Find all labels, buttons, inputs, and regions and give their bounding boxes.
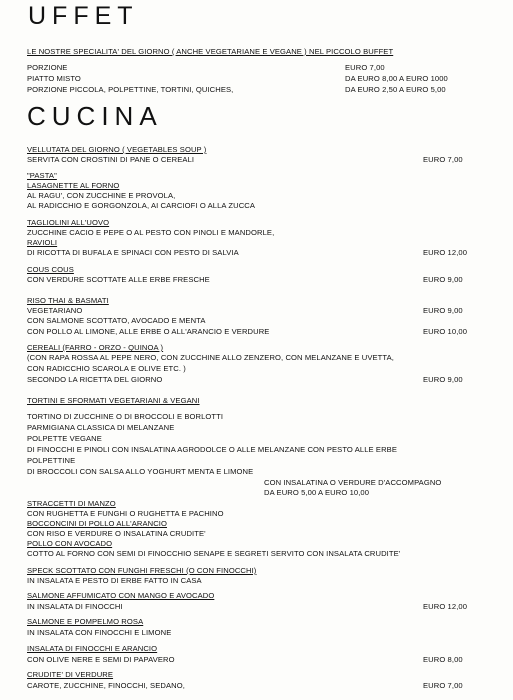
menu-line: POLLO CON AVOCADO — [27, 539, 113, 548]
buffet-row-left: PORZIONE PICCOLA, POLPETTINE, TORTINI, QUICHES, — [27, 85, 234, 94]
menu-line: CON RISO E VERDURE O INSALATINA CRUDITE' — [27, 529, 206, 538]
menu-line: INSALATA DI FINOCCHI E ARANCIO — [27, 644, 158, 653]
menu-line: POLPETTE VEGANE — [27, 434, 102, 443]
menu-line: DI BROCCOLI CON SALSA ALLO YOGHURT MENTA E LIMONE — [27, 467, 254, 476]
menu-line: VELLUTATA DEL GIORNO ( VEGETABLES SOUP ) — [27, 145, 207, 154]
menu-line: COUS COUS — [27, 265, 74, 274]
menu-line: IN INSALATA DI FINOCCHI — [27, 602, 123, 611]
buffet-row-price: DA EURO 8,00 A EURO 1000 — [345, 74, 448, 83]
buffet-row-price: EURO 7,00 — [345, 63, 385, 72]
menu-line: IN INSALATA CON FINOCCHI E LIMONE — [27, 628, 172, 637]
buffet-row-price: DA EURO 2,50 A EURO 5,00 — [345, 85, 446, 94]
menu-line: VEGETARIANO — [27, 306, 83, 315]
menu-line: TORTINO DI ZUCCHINE O DI BROCCOLI E BORLOTTI — [27, 412, 224, 421]
menu-line: STRACCETTI DI MANZO — [27, 499, 116, 508]
menu-line: CON SALMONE SCOTTATO, AVOCADO E MENTA — [27, 316, 206, 325]
menu-line: SALMONE E POMPELMO ROSA — [27, 617, 144, 626]
menu-line: CRUDITE' DI VERDURE — [27, 670, 114, 679]
menu-price: EURO 9,00 — [423, 375, 463, 384]
buffet-title: UFFET — [28, 2, 139, 30]
menu-price: EURO 12,00 — [423, 248, 468, 257]
menu-line: TORTINI E SFORMATI VEGETARIANI & VEGANI — [27, 396, 200, 405]
menu-line: SERVITA CON CROSTINI DI PANE O CEREALI — [27, 155, 195, 164]
menu-line: (CON RAPA ROSSA AL PEPE NERO, CON ZUCCHINE ALLO ZENZERO, CON MELANZANE E UVETTA, — [27, 353, 394, 362]
buffet-row-left: PORZIONE — [27, 63, 68, 72]
menu-line: CON RUGHETTA E FUNGHI O RUGHETTA E PACHINO — [27, 509, 224, 518]
menu-line: DA EURO 5,00 A EURO 10,00 — [264, 488, 370, 497]
menu-price: EURO 7,00 — [423, 681, 463, 690]
menu-line: CON INSALATINA O VERDURE D'ACCOMPAGNO — [264, 478, 442, 487]
menu-line: POLPETTINE — [27, 456, 76, 465]
menu-line: RAVIOLI — [27, 238, 58, 247]
menu-line: CON OLIVE NERE E SEMI DI PAPAVERO — [27, 655, 175, 664]
menu-price: EURO 12,00 — [423, 602, 468, 611]
menu-line: CON VERDURE SCOTTATE ALLE ERBE FRESCHE — [27, 275, 210, 284]
menu-line: RISO THAI & BASMATI — [27, 296, 109, 305]
menu-price: EURO 10,00 — [423, 327, 468, 336]
menu-line: BOCCONCINI DI POLLO ALL'ARANCIO — [27, 519, 168, 528]
menu-line: SALMONE AFFUMICATO CON MANGO E AVOCADO — [27, 591, 215, 600]
menu-line: CEREALI (FARRO - ORZO - QUINOA ) — [27, 343, 164, 352]
menu-price: EURO 7,00 — [423, 155, 463, 164]
menu-line: SECONDO LA RICETTA DEL GIORNO — [27, 375, 163, 384]
menu-line: "PASTA" — [27, 171, 57, 180]
menu-line: SPECK SCOTTATO CON FUNGHI FRESCHI (O CON FINOCCHI) — [27, 566, 257, 575]
menu-line: CON RADICCHIO SCAROLA E OLIVE ETC. ) — [27, 364, 186, 373]
menu-price: EURO 9,00 — [423, 306, 463, 315]
menu-line: DI FINOCCHI E PINOLI CON INSALATINA AGRODOLCE O ALLE MELANZANE CON PESTO ALLE ERBE — [27, 445, 397, 454]
menu-line: AL RADICCHIO E GORGONZOLA, AI CARCIOFI O ALLA ZUCCA — [27, 201, 256, 210]
menu-line: LASAGNETTE AL FORNO — [27, 181, 120, 190]
menu-line: IN INSALATA E PESTO DI ERBE FATTO IN CASA — [27, 576, 202, 585]
menu-price: EURO 8,00 — [423, 655, 463, 664]
menu-line: TAGLIOLINI ALL'UOVO — [27, 218, 110, 227]
buffet-subtitle: LE NOSTRE SPECIALITA' DEL GIORNO ( ANCHE VEGETARIANE E VEGANE ) NEL PICCOLO BUFFET — [27, 47, 394, 56]
menu-line: CON POLLO AL LIMONE, ALLE ERBE O ALL'ARANCIO E VERDURE — [27, 327, 270, 336]
menu-line: COTTO AL FORNO CON SEMI DI FINOCCHIO SENAPE E SEGRETI SERVITO CON INSALATA CRUDITE' — [27, 549, 401, 558]
buffet-row-left: PIATTO MISTO — [27, 74, 81, 83]
menu-line: AL RAGU', CON ZUCCHINE E PROVOLA, — [27, 191, 176, 200]
menu-line: DI RICOTTA DI BUFALA E SPINACI CON PESTO DI SALVIA — [27, 248, 239, 257]
menu-line: PARMIGIANA CLASSICA DI MELANZANE — [27, 423, 175, 432]
menu-line: ZUCCHINE CACIO E PEPE O AL PESTO CON PINOLI E MANDORLE, — [27, 228, 275, 237]
cucina-title: CUCINA — [27, 101, 163, 131]
menu-line: CAROTE, ZUCCHINE, FINOCCHI, SEDANO, — [27, 681, 185, 690]
menu-price: EURO 9,00 — [423, 275, 463, 284]
